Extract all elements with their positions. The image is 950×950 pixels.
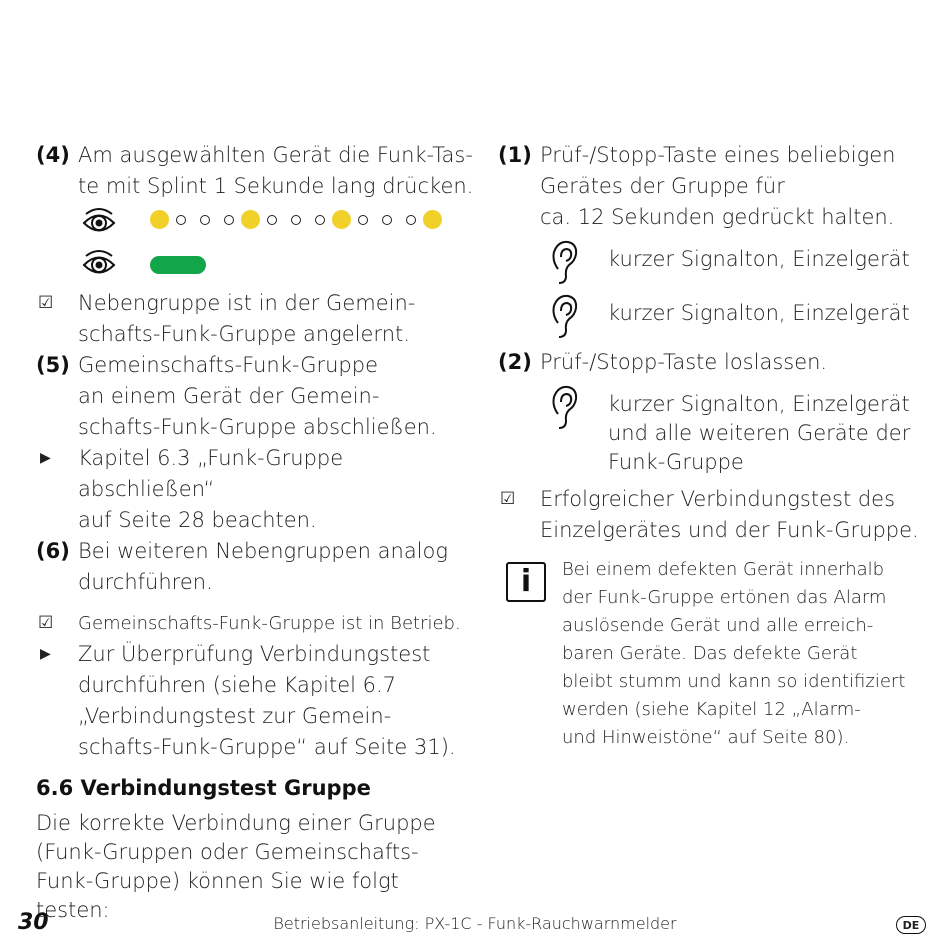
info-text: bleibt stumm und kann so identifiziert [562, 671, 906, 692]
checkbox-icon: ☑ [38, 293, 54, 313]
instruction-text: Zur Überprüfung Verbindungstest [78, 642, 431, 666]
led-off [267, 215, 277, 225]
led-off [176, 215, 186, 225]
step-text: Gerätes der Gruppe für [540, 174, 785, 198]
info-text: auslösende Gerät und alle erreich- [562, 615, 874, 636]
step-text: Prüf-/Stopp-Taste loslassen. [540, 350, 828, 374]
intro-text: Die korrekte Verbindung einer Gruppe [36, 811, 436, 835]
ear-icon [550, 239, 580, 285]
instruction-text: „Verbindungstest zur Gemein- [78, 704, 392, 728]
step-text: te mit Splint 1 Sekunde lang drücken. [78, 174, 474, 198]
info-text: der Funk-Gruppe ertönen das Alarm [562, 587, 887, 608]
signal-text: kurzer Signalton, Einzelgerät [608, 301, 910, 325]
signal-text [608, 390, 910, 477]
step-number: (2) [498, 350, 532, 374]
checkbox-icon: ☑ [38, 613, 54, 633]
left-column [36, 140, 476, 925]
led-off [291, 215, 301, 225]
led-indicator [78, 202, 476, 282]
ear-icon [550, 384, 580, 430]
arrow-icon: ▶ [40, 646, 51, 662]
instruction-item [36, 443, 476, 536]
step-text: Prüf-/Stopp-Taste eines beliebigen [540, 143, 896, 167]
step-text: an einem Gerät der Gemein- [78, 384, 380, 408]
step-text: durchführen. [78, 570, 213, 594]
intro-text: (Funk-Gruppen oder Gemeinschafts- [36, 840, 419, 864]
check-text: Nebengruppe ist in der Gemein- [78, 291, 416, 315]
led-steady-green [150, 256, 206, 274]
led-off [224, 215, 234, 225]
step-number: (4) [36, 143, 70, 167]
check-item [36, 288, 476, 350]
led-on [150, 210, 169, 229]
signal-text: kurzer Signalton, Einzelgerät [608, 247, 910, 271]
led-off [358, 215, 368, 225]
arrow-icon: ▶ [40, 450, 51, 466]
led-on [423, 210, 442, 229]
step-text: Am ausgewählten Gerät die Funk-Tas- [78, 143, 473, 167]
step-number: (5) [36, 353, 70, 377]
led-on [241, 210, 260, 229]
info-text: und Hinweistöne“ auf Seite 80). [562, 727, 850, 748]
signal-line: Funk-Gruppe [608, 450, 744, 474]
step-6 [36, 536, 476, 598]
check-text: Gemeinschafts-Funk-Gruppe ist in Betrieb. [78, 613, 461, 634]
step-text: ca. 12 Sekunden gedrückt halten. [540, 205, 895, 229]
language-badge: DE [896, 916, 926, 934]
info-text: baren Geräte. Das defekte Gerät [562, 643, 858, 664]
step-5 [36, 350, 476, 443]
step-text: Gemeinschafts-Funk-Gruppe [78, 353, 379, 377]
led-off [382, 215, 392, 225]
check-item [36, 608, 476, 639]
led-on [332, 210, 351, 229]
signal-row [498, 239, 923, 293]
step-text: schafts-Funk-Gruppe abschließen. [78, 415, 437, 439]
step-2 [498, 347, 923, 378]
eye-icon [82, 248, 116, 282]
step-number: (6) [36, 539, 70, 563]
signal-row [498, 293, 923, 347]
signal-row [498, 384, 923, 484]
checkbox-icon: ☑ [500, 489, 516, 509]
info-note [498, 556, 923, 752]
page-footer [0, 910, 950, 940]
step-number: (1) [498, 143, 532, 167]
instruction-text: durchführen (siehe Kapitel 6.7 [78, 673, 397, 697]
signal-line: und alle weiteren Geräte der [608, 421, 911, 445]
ear-icon [550, 293, 580, 339]
step-4 [36, 140, 476, 202]
led-off [315, 215, 325, 225]
footer-title: Betriebsanleitung: PX-1C - Funk-Rauchwarnmelder [273, 914, 677, 933]
instruction-text: auf Seite 28 beachten. [78, 508, 317, 532]
led-off [200, 215, 210, 225]
section-heading: 6.6 Verbindungstest Gruppe [36, 776, 371, 800]
info-icon: i [506, 562, 546, 602]
info-text: werden (siehe Kapitel 12 „Alarm- [562, 699, 861, 720]
check-text: Erfolgreicher Verbindungstest des [540, 487, 896, 511]
info-text: Bei einem defekten Gerät innerhalb [562, 559, 885, 580]
signal-line: kurzer Signalton, Einzelgerät [608, 392, 910, 416]
instruction-text: schafts-Funk-Gruppe“ auf Seite 31). [78, 735, 456, 759]
step-text: Bei weiteren Nebengruppen analog [78, 539, 448, 563]
led-off [406, 215, 416, 225]
intro-text: Funk-Gruppe) können Sie wie folgt testen: [36, 869, 399, 922]
check-text: Einzelgerätes und der Funk-Gruppe. [540, 518, 919, 542]
section-intro [36, 809, 476, 925]
eye-icon [82, 206, 116, 240]
instruction-text: Kapitel 6.3 „Funk-Gruppe abschließen“ [78, 446, 344, 501]
instruction-item [36, 639, 476, 763]
step-1 [498, 140, 923, 233]
right-column [498, 140, 923, 752]
blinking-led-sequence [150, 210, 442, 229]
check-text: schafts-Funk-Gruppe angelernt. [78, 322, 410, 346]
page-number: 30 [18, 910, 49, 935]
check-item [498, 484, 923, 546]
